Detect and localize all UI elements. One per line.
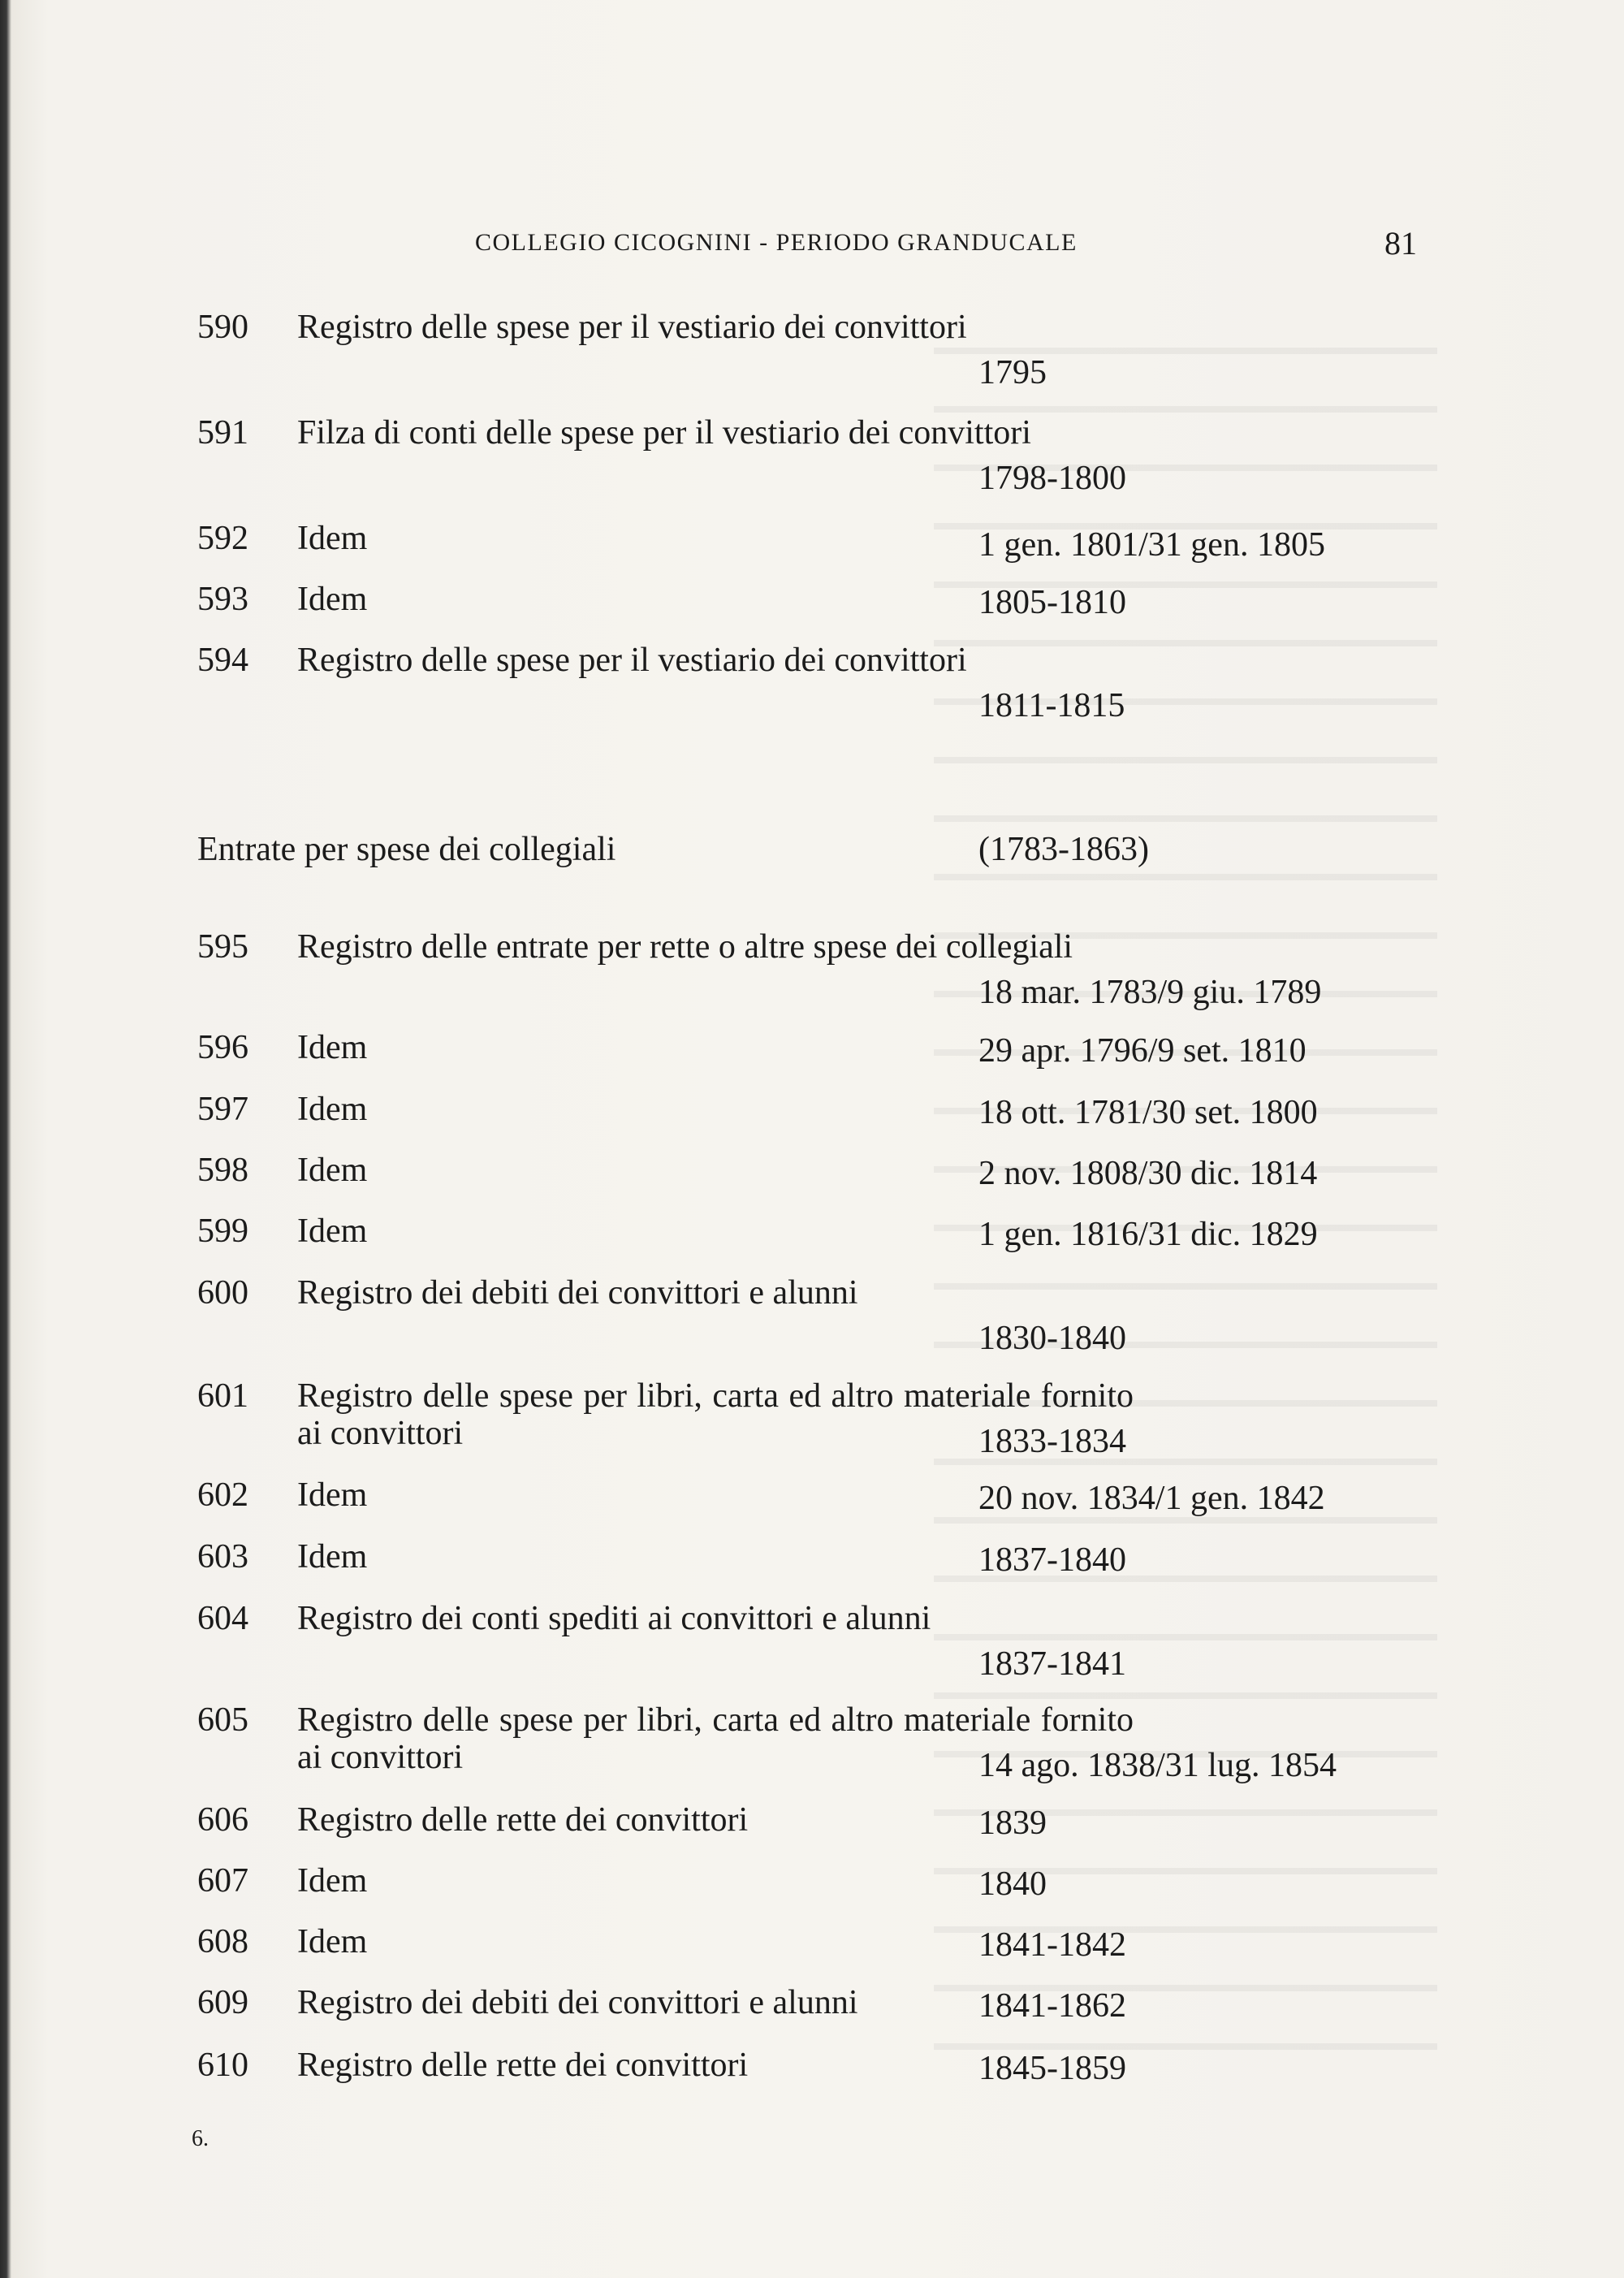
entry-date: 1837-1841 bbox=[978, 1645, 1126, 1683]
entry-description: Registro dei debiti dei convittori e alunni bbox=[297, 1274, 858, 1312]
entry-number: 601 bbox=[197, 1377, 248, 1415]
entry-number: 603 bbox=[197, 1538, 248, 1576]
entry-date: 1805-1810 bbox=[978, 584, 1126, 621]
entry-number: 597 bbox=[197, 1091, 248, 1128]
section-title: Entrate per spese dei collegiali bbox=[197, 831, 616, 868]
entry-number: 607 bbox=[197, 1862, 248, 1900]
entry-date: 1 gen. 1816/31 dic. 1829 bbox=[978, 1216, 1318, 1253]
entry-number: 590 bbox=[197, 309, 248, 346]
entry-date: 18 mar. 1783/9 giu. 1789 bbox=[978, 974, 1322, 1011]
entry-number: 608 bbox=[197, 1923, 248, 1960]
entry-date: 1795 bbox=[978, 354, 1047, 391]
entry-date: 1841-1842 bbox=[978, 1926, 1126, 1964]
entry-date: 18 ott. 1781/30 set. 1800 bbox=[978, 1094, 1318, 1131]
entry-description: Filza di conti delle spese per il vestiario dei convittori bbox=[297, 414, 1031, 452]
entry-description: Idem bbox=[297, 1091, 368, 1128]
entry-date: 1811-1815 bbox=[978, 687, 1125, 724]
entry-date: 1798-1800 bbox=[978, 460, 1126, 497]
entry-number: 605 bbox=[197, 1701, 248, 1739]
entry-description: Idem bbox=[297, 1152, 368, 1189]
entry-number: 591 bbox=[197, 414, 248, 452]
entry-description: Idem bbox=[297, 1029, 368, 1066]
entry-number: 599 bbox=[197, 1212, 248, 1250]
entry-date: 1833-1834 bbox=[978, 1423, 1126, 1460]
entry-number: 596 bbox=[197, 1029, 248, 1066]
entry-description: Registro delle entrate per rette o altre spese dei collegiali bbox=[297, 928, 1073, 966]
signature-mark: 6. bbox=[192, 2126, 209, 2151]
entry-description: Registro delle spese per il vestiario dei convittori bbox=[297, 642, 967, 679]
entry-description: Idem bbox=[297, 581, 368, 618]
entry-number: 595 bbox=[197, 928, 248, 966]
entry-description: Registro delle spese per libri, carta ed altro materiale fornito ai convittori bbox=[297, 1701, 1134, 1776]
page-number: 81 bbox=[1384, 225, 1417, 262]
entry-date: 1837-1840 bbox=[978, 1541, 1126, 1579]
entry-description: Registro dei debiti dei convittori e alunni bbox=[297, 1984, 858, 2021]
entry-number: 593 bbox=[197, 581, 248, 618]
entry-description: Registro dei conti spediti ai convittori e alunni bbox=[297, 1600, 931, 1637]
entry-description: Registro delle rette dei convittori bbox=[297, 1801, 749, 1839]
entry-date: 2 nov. 1808/30 dic. 1814 bbox=[978, 1155, 1318, 1192]
entry-number: 592 bbox=[197, 520, 248, 557]
entry-number: 610 bbox=[197, 2047, 248, 2084]
running-head: COLLEGIO CICOGNINI - PERIODO GRANDUCALE bbox=[475, 229, 1078, 256]
entry-date: 20 nov. 1834/1 gen. 1842 bbox=[978, 1480, 1325, 1517]
entry-description: Registro delle rette dei convittori bbox=[297, 2047, 749, 2084]
page-header bbox=[475, 225, 1417, 270]
entry-number: 606 bbox=[197, 1801, 248, 1839]
entry-description: Registro delle spese per il vestiario dei convittori bbox=[297, 309, 967, 346]
entry-number: 609 bbox=[197, 1984, 248, 2021]
section-date-range: (1783-1863) bbox=[978, 831, 1149, 868]
entry-description: Idem bbox=[297, 520, 368, 557]
entry-description: Registro delle spese per libri, carta ed altro materiale fornito ai convittori bbox=[297, 1377, 1134, 1452]
entry-date: 1830-1840 bbox=[978, 1320, 1126, 1357]
entry-date: 29 apr. 1796/9 set. 1810 bbox=[978, 1032, 1307, 1070]
entry-description: Idem bbox=[297, 1538, 368, 1576]
entry-date: 14 ago. 1838/31 lug. 1854 bbox=[978, 1747, 1337, 1784]
entry-date: 1840 bbox=[978, 1865, 1047, 1903]
entry-number: 594 bbox=[197, 642, 248, 679]
entry-number: 602 bbox=[197, 1476, 248, 1514]
entry-description: Idem bbox=[297, 1212, 368, 1250]
entry-number: 600 bbox=[197, 1274, 248, 1312]
entry-description: Idem bbox=[297, 1476, 368, 1514]
entry-date: 1839 bbox=[978, 1805, 1047, 1842]
entry-date: 1841-1862 bbox=[978, 1987, 1126, 2025]
entry-description: Idem bbox=[297, 1862, 368, 1900]
entry-description: Idem bbox=[297, 1923, 368, 1960]
entry-number: 598 bbox=[197, 1152, 248, 1189]
entry-date: 1 gen. 1801/31 gen. 1805 bbox=[978, 526, 1325, 564]
entry-number: 604 bbox=[197, 1600, 248, 1637]
entry-date: 1845-1859 bbox=[978, 2050, 1126, 2087]
